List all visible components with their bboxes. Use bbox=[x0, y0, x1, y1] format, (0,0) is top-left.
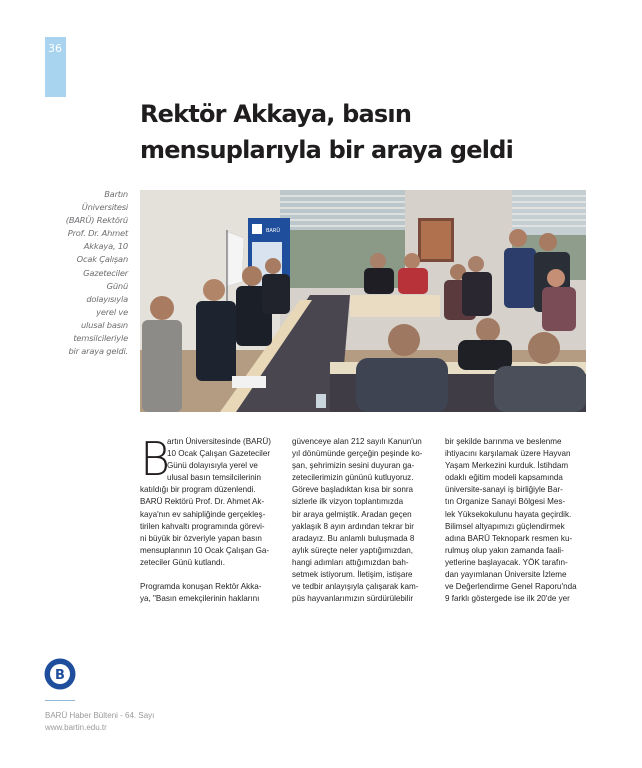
logo-letter: B bbox=[55, 668, 65, 683]
caption-line: bir araya geldi. bbox=[68, 346, 128, 357]
text-line: ve Değerlendirme Genel Raporu'nda bbox=[445, 582, 577, 592]
text-line: ve tedbir anlayışıyla çalışarak kam- bbox=[292, 582, 419, 592]
text-line: sizlerle ilk vizyon toplantımızda bbox=[292, 497, 404, 507]
text-line: odaklı eğitim modeli kapsamında bbox=[445, 473, 563, 483]
caption-line: dolayısıyla bbox=[86, 293, 128, 304]
page-number: 36 bbox=[48, 42, 62, 55]
text-line: Günü dolayısıyla yerel ve bbox=[167, 461, 258, 471]
text-line: adına BARÜ Teknopark resmen ku- bbox=[445, 533, 573, 543]
text-line: ihtiyacını karşılamak üzere Hayvan bbox=[445, 449, 571, 459]
text-line: Göreve başladıktan kısa bir sonra bbox=[292, 485, 414, 495]
title-line: mensuplarıyla bir araya geldi bbox=[140, 136, 513, 164]
footer-divider bbox=[45, 700, 75, 701]
text-line: şan, şehrimizin sesini duyuran ga- bbox=[292, 461, 415, 471]
text-line: katıldığı bir program düzenlendi. bbox=[140, 485, 256, 495]
article-title bbox=[140, 96, 560, 168]
text-line: zetecilerimizin gününü kutluyoruz. bbox=[292, 473, 414, 483]
caption-line: ulusal basın bbox=[80, 319, 128, 330]
caption-line: Günü bbox=[106, 280, 128, 291]
text-line: aradayız. Bu anlamlı buluşmada 8 bbox=[292, 533, 415, 543]
caption-line: Gazeteciler bbox=[83, 267, 128, 278]
caption-line: yerel ve bbox=[96, 306, 128, 317]
caption-line: Prof. Dr. Ahmet bbox=[67, 228, 128, 239]
photo-caption bbox=[60, 188, 128, 358]
text-line: artın Üniversitesinde (BARÜ) bbox=[167, 437, 271, 446]
caption-line: Bartın bbox=[104, 189, 128, 199]
text-line: yıl dönümünde gerçeğin peşinde ko- bbox=[292, 449, 423, 459]
footer-publication: BARÜ Haber Bülteni - 64. Sayı bbox=[45, 711, 155, 720]
text-line: zeteciler Günü kutlandı. bbox=[140, 557, 226, 567]
text-line: üniversite-sanayi iş birliğiyle Bar- bbox=[445, 485, 563, 495]
text-line: mensuplarının 10 Ocak Çalışan Ga- bbox=[140, 545, 270, 555]
text-line: ya, "Basın emekçilerinin haklarını bbox=[140, 594, 260, 604]
caption-line: temsilcileriyle bbox=[73, 333, 128, 344]
text-line: yaklaşık 8 ayın ardından tekrar bir bbox=[292, 521, 414, 531]
drop-cap: B bbox=[140, 432, 171, 486]
text-line: püs hayvanlarımızın sürdürülebilir bbox=[292, 594, 414, 604]
text-line: kaya'nın ev sahipliğinde gerçekleş- bbox=[140, 509, 266, 519]
footer-website[interactable]: www.bartin.edu.tr bbox=[45, 723, 107, 732]
text-line: Programda konuşan Rektör Akka- bbox=[140, 582, 262, 592]
text-line: rulmuş olup yakın zamanda faali- bbox=[445, 545, 564, 555]
article-column-2 bbox=[292, 436, 434, 605]
text-line: 10 Ocak Çalışan Gazeteciler bbox=[167, 449, 271, 459]
text-line: Bilimsel altyapımızı güçlendirmek bbox=[445, 521, 565, 531]
text-line: hangi adımları attığımızdan bah- bbox=[292, 557, 409, 567]
caption-line: (BARÜ) Rektörü bbox=[65, 215, 128, 226]
text-line: BARÜ Rektörü Prof. Dr. Ahmet Ak- bbox=[140, 497, 265, 507]
text-line: tın Organize Sanayi Bölgesi Mes- bbox=[445, 497, 566, 507]
caption-line: Ocak Çalışan bbox=[76, 254, 128, 265]
text-line: tirilen kahvaltı programında görevi- bbox=[140, 521, 265, 531]
text-line: bir araya gelmiştik. Aradan geçen bbox=[292, 509, 412, 519]
banner-label: BARÜ bbox=[266, 228, 280, 234]
text-line: bir şekilde barınma ve beslenme bbox=[445, 437, 562, 446]
caption-line: Akkaya, 10 bbox=[83, 241, 128, 252]
text-line: ulusal basın temsilcilerinin bbox=[167, 473, 262, 483]
title-line: Rektör Akkaya, basın bbox=[140, 100, 412, 128]
text-line: Yaşam Merkezini kurduk. İstihdam bbox=[445, 461, 569, 471]
text-line: aylık süreçte neler yaptığımızdan, bbox=[292, 545, 414, 555]
text-line: ni büyük bir özveriyle yapan basın bbox=[140, 533, 262, 543]
text-line: dan yayımlanan Üniversite İzleme bbox=[445, 570, 567, 580]
text-line: güvenceye alan 212 sayılı Kanun'un bbox=[292, 437, 422, 446]
caption-line: Üniversitesi bbox=[81, 202, 128, 213]
text-line: setmek istiyorum. İletişim, istişare bbox=[292, 570, 413, 580]
text-line: yetlerine başlayacak. YÖK tarafın- bbox=[445, 557, 568, 567]
university-logo bbox=[44, 658, 76, 690]
text-line: lek Yüksekokulunu hayata geçirdik. bbox=[445, 509, 572, 519]
article-column-1 bbox=[140, 432, 281, 605]
event-photo bbox=[140, 190, 586, 412]
text-line: 9 farklı göstergede ise ilk 20'de yer bbox=[445, 594, 570, 604]
article-column-3 bbox=[445, 436, 586, 605]
